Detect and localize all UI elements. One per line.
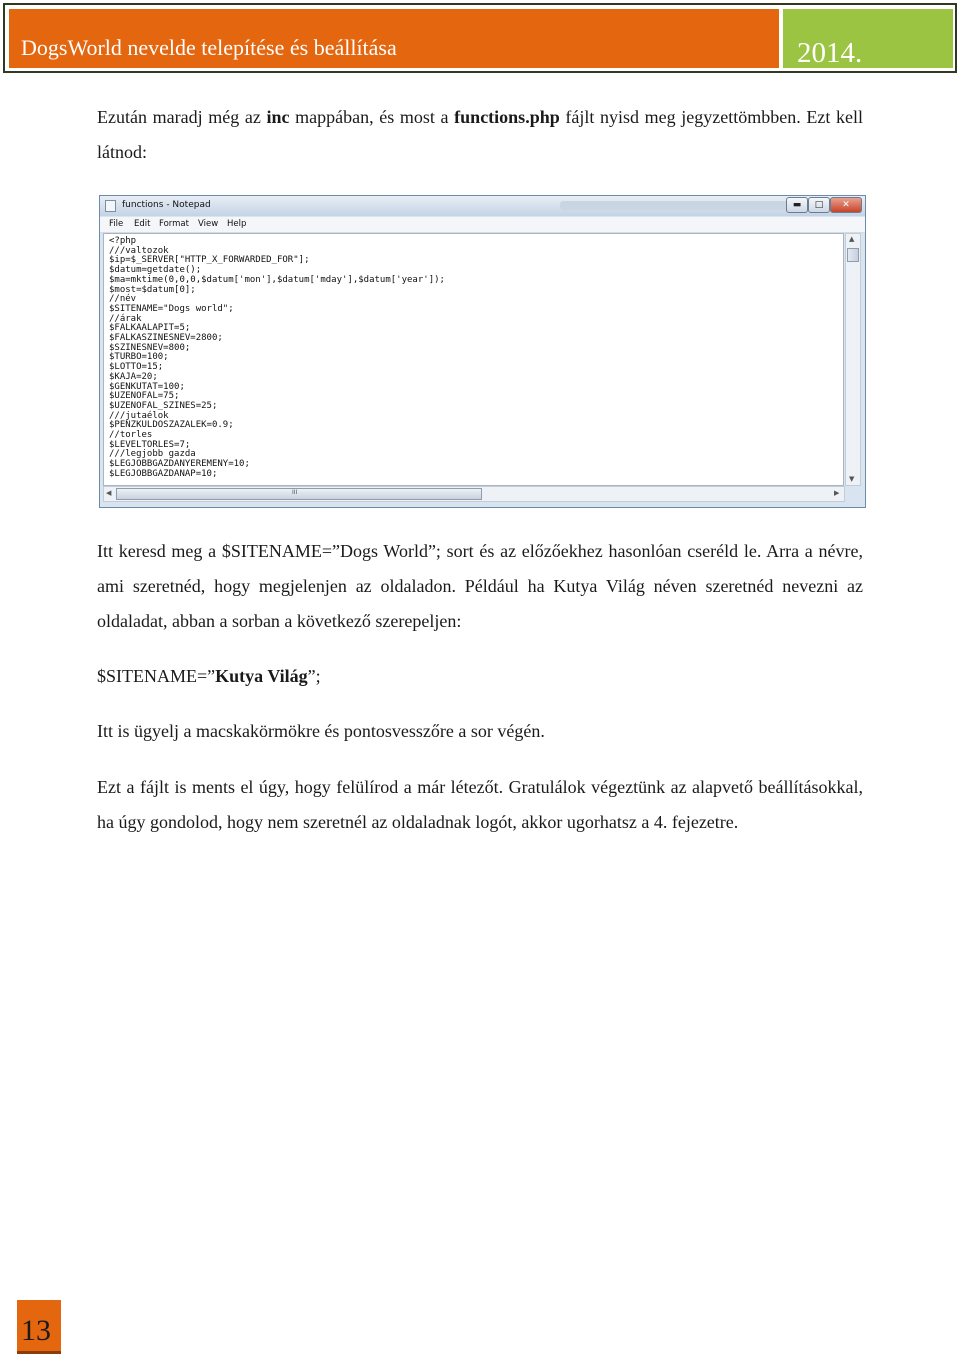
scroll-up-icon[interactable]: ▲: [849, 235, 855, 243]
sitename-example: [97, 659, 863, 694]
close-button[interactable]: ✕: [830, 197, 862, 213]
menu-file[interactable]: File: [109, 219, 124, 229]
page-number-box: [17, 1300, 61, 1354]
code-line: $LEVELTORLES=7;: [109, 439, 191, 450]
header-title: DogsWorld nevelde telepítése és beállítása: [21, 35, 397, 60]
code-line: $FALKAALAPIT=5;: [109, 323, 191, 334]
horizontal-scroll-thumb[interactable]: [116, 488, 482, 500]
code-line: ///valtozok: [109, 245, 169, 256]
horizontal-scrollbar[interactable]: [103, 486, 845, 502]
scroll-grip: III: [292, 489, 298, 496]
code-line: $KAJA=20;: [109, 371, 158, 382]
notepad-screenshot: [99, 195, 866, 508]
code-line: //árak: [109, 313, 142, 324]
code-line: $SITENAME="Dogs world";: [109, 303, 234, 314]
sitename-paragraph: Itt keresd meg a $SITENAME=”Dogs World”; sort és az előzőekhez hasonlóan cseréld le. Arra a névre, ami szeretnéd, hogy megjelenjen az oldaladon. Például ha Kutya Világ néven szeretnéd nevezni az oldaladat, abban a sorban a következő szerepeljen:: [97, 541, 863, 631]
blurred-title-area: [560, 201, 790, 210]
header-year: 2014.: [797, 37, 863, 69]
code-line: //torles: [109, 430, 153, 440]
code-line: $ma=mktime(0,0,0,$datum['mon'],$datum['mday'],$datum['year']);: [109, 274, 445, 285]
intro-text-2: mappában, és most a: [289, 107, 455, 127]
page-header: [3, 3, 957, 73]
example-site-name: Kutya Világ: [215, 666, 308, 686]
code-line: $most=$datum[0];: [109, 284, 196, 295]
intro-text-3: fájlt nyisd meg jegyzettömbben. Ezt kell látnod:: [97, 107, 863, 162]
code-line: $SZINESNEV=800;: [109, 342, 191, 353]
code-line: $PENZKULDOSZAZALEK=0.9;: [109, 420, 234, 431]
save-paragraph: Ezt a fájlt is ments el úgy, hogy felülírod a már létezőt. Gratulálok végeztünk az alapvető beállításokkal, ha úgy gondolod, hogy nem szeretnél az oldaladnak logót, akkor ugorhatsz a 4. fejezetre.: [97, 777, 863, 832]
intro-text-1: Ezután maradj még az: [97, 107, 267, 127]
code-line: <?php: [109, 236, 137, 246]
notepad-window-title: functions - Notepad: [122, 200, 211, 210]
code-line: $TURBO=100;: [109, 352, 169, 363]
example-text-2: ”;: [307, 666, 321, 686]
code-line: //név: [109, 294, 137, 305]
page-number: 13: [21, 1314, 51, 1347]
code-line: $LEGJOBBGAZDANYEREMENY=10;: [109, 459, 250, 470]
menu-edit[interactable]: Edit: [134, 219, 151, 229]
file-name: functions.php: [454, 107, 560, 127]
folder-name: inc: [266, 107, 290, 127]
code-line: $FALKASZINESNEV=2800;: [109, 333, 223, 343]
scroll-down-icon[interactable]: ▼: [849, 475, 855, 483]
scroll-left-icon[interactable]: ◀: [106, 489, 112, 497]
code-line: ///jutaélok: [109, 410, 169, 421]
code-line: ///legjobb gazda: [109, 449, 196, 460]
code-line: $ip=$_SERVER["HTTP_X_FORWARDED_FOR"];: [109, 255, 310, 266]
code-line: $datum=getdate();: [109, 265, 202, 276]
notepad-menubar: [100, 217, 865, 233]
vertical-scroll-thumb[interactable]: [847, 248, 859, 262]
code-line: $LEGJOBBGAZDANAP=10;: [109, 468, 218, 479]
quote-note-paragraph: Itt is ügyelj a macskakörmökre és pontosvesszőre a sor végén.: [97, 721, 545, 741]
maximize-button[interactable]: □: [808, 197, 830, 213]
scroll-right-icon[interactable]: ▶: [834, 489, 840, 497]
code-line: $UZENOFAL_SZINES=25;: [109, 400, 218, 411]
notepad-titlebar: [100, 196, 865, 216]
code-line: $LOTTO=15;: [109, 362, 164, 373]
menu-help[interactable]: Help: [227, 219, 247, 229]
notepad-app-icon: [105, 200, 116, 212]
minimize-button[interactable]: ▬: [786, 197, 808, 213]
example-text-1: $SITENAME=”: [97, 666, 216, 686]
code-line: $UZENOFAL=75;: [109, 391, 180, 402]
menu-format[interactable]: Format: [159, 219, 189, 229]
menu-view[interactable]: View: [198, 219, 219, 229]
code-line: $GENKUTAT=100;: [109, 381, 185, 392]
vertical-scrollbar[interactable]: [845, 233, 861, 486]
intro-paragraph: [97, 100, 863, 170]
notepad-text-area[interactable]: [103, 233, 844, 486]
